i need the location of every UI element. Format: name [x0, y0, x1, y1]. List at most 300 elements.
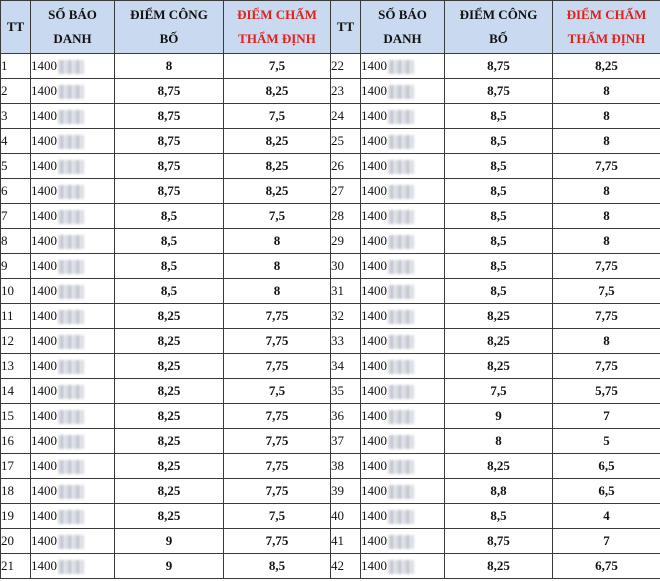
reviewed-score-cell: [553, 379, 660, 404]
redacted-digits: [388, 235, 414, 249]
published-score-cell: [115, 529, 224, 554]
published-score: 8,25: [487, 458, 510, 473]
redacted-digits: [58, 185, 84, 199]
candidate-number-cell: [361, 279, 445, 304]
published-score: 7,5: [490, 383, 507, 398]
published-score-cell: [445, 279, 553, 304]
reviewed-score: 7,75: [265, 308, 289, 323]
reviewed-score: 7,5: [268, 383, 286, 398]
candidate-number-cell: [31, 229, 115, 254]
reviewed-score: 8: [273, 233, 281, 248]
reviewed-score: 7,5: [268, 508, 286, 523]
reviewed-score: 8: [273, 283, 281, 298]
row-number: 24: [331, 108, 344, 123]
candidate-number: 1400: [31, 408, 57, 423]
redacted-digits: [388, 535, 414, 549]
published-score-cell: [115, 54, 224, 79]
published-score: 8,25: [157, 308, 181, 323]
row-number-cell: [1, 154, 31, 179]
candidate-number: 1400: [361, 358, 387, 373]
candidate-number: 1400: [31, 183, 57, 198]
row-number: 12: [1, 333, 14, 348]
row-number-cell: [331, 79, 361, 104]
header-cong-bo: ĐIỂM CÔNG BỐ: [115, 1, 224, 54]
reviewed-score-cell: [553, 279, 660, 304]
candidate-number-cell: [31, 479, 115, 504]
row-number-cell: [331, 104, 361, 129]
reviewed-score-cell: [224, 504, 331, 529]
row-number-cell: [331, 279, 361, 304]
reviewed-score: 7,5: [598, 283, 615, 298]
reviewed-score: 8: [603, 208, 610, 223]
reviewed-score-cell: [553, 529, 660, 554]
reviewed-score: 8,5: [268, 558, 286, 573]
redacted-digits: [388, 85, 414, 99]
reviewed-score-cell: [553, 304, 660, 329]
redacted-digits: [58, 560, 84, 574]
candidate-number-cell: [31, 379, 115, 404]
candidate-number-cell: [361, 554, 445, 579]
redacted-digits: [58, 285, 84, 299]
reviewed-score-cell: [224, 129, 331, 154]
row-number: 35: [331, 383, 344, 398]
redacted-digits: [388, 110, 414, 124]
published-score-cell: [445, 529, 553, 554]
published-score-cell: [115, 354, 224, 379]
published-score: 8,5: [490, 258, 507, 273]
published-score: 8,5: [490, 233, 507, 248]
published-score-cell: [115, 154, 224, 179]
reviewed-score: 4: [603, 508, 610, 523]
reviewed-score-cell: [224, 379, 331, 404]
published-score: 8: [165, 58, 173, 73]
redacted-digits: [388, 260, 414, 274]
reviewed-score: 8: [603, 333, 610, 348]
row-number-cell: [331, 254, 361, 279]
row-number-cell: [1, 254, 31, 279]
candidate-number: 1400: [31, 308, 57, 323]
reviewed-score: 7,75: [595, 158, 618, 173]
published-score-cell: [445, 204, 553, 229]
redacted-digits: [58, 135, 84, 149]
candidate-number: 1400: [361, 133, 387, 148]
table-row: [1, 554, 660, 579]
published-score-cell: [115, 79, 224, 104]
redacted-digits: [388, 60, 414, 74]
row-number: 7: [1, 208, 8, 223]
reviewed-score-cell: [553, 429, 660, 454]
row-number: 28: [331, 208, 344, 223]
redacted-digits: [58, 485, 84, 499]
published-score-cell: [445, 254, 553, 279]
candidate-number-cell: [31, 329, 115, 354]
published-score: 8,5: [160, 258, 178, 273]
published-score-cell: [115, 104, 224, 129]
reviewed-score-cell: [224, 79, 331, 104]
published-score: 8,5: [490, 183, 507, 198]
reviewed-score-cell: [224, 554, 331, 579]
redacted-digits: [388, 185, 414, 199]
candidate-number-cell: [31, 529, 115, 554]
row-number-cell: [1, 204, 31, 229]
published-score-cell: [115, 279, 224, 304]
reviewed-score: 8: [603, 108, 610, 123]
row-number-cell: [1, 479, 31, 504]
row-number-cell: [1, 229, 31, 254]
published-score-cell: [445, 304, 553, 329]
candidate-number-cell: [31, 204, 115, 229]
candidate-number: 1400: [31, 108, 57, 123]
published-score: 8,75: [487, 58, 510, 73]
published-score-cell: [115, 554, 224, 579]
row-number-cell: [1, 554, 31, 579]
candidate-number-cell: [361, 179, 445, 204]
candidate-number: 1400: [31, 83, 57, 98]
published-score-cell: [445, 554, 553, 579]
reviewed-score-cell: [224, 454, 331, 479]
reviewed-score: 8,25: [595, 58, 618, 73]
candidate-number: 1400: [361, 83, 387, 98]
reviewed-score: 7,75: [265, 533, 289, 548]
reviewed-score-cell: [224, 54, 331, 79]
row-number-cell: [331, 179, 361, 204]
table-row: [1, 179, 660, 204]
published-score: 8: [495, 433, 502, 448]
table-row: [1, 379, 660, 404]
table-row: [1, 429, 660, 454]
published-score-cell: [445, 129, 553, 154]
candidate-number: 1400: [361, 533, 387, 548]
table-row: [1, 329, 660, 354]
reviewed-score-cell: [553, 404, 660, 429]
candidate-number: 1400: [361, 383, 387, 398]
table-row: [1, 504, 660, 529]
published-score-cell: [445, 429, 553, 454]
published-score: 8,25: [487, 558, 510, 573]
candidate-number-cell: [361, 104, 445, 129]
row-number-cell: [1, 404, 31, 429]
candidate-number-cell: [31, 454, 115, 479]
row-number-cell: [331, 354, 361, 379]
reviewed-score: 7,5: [268, 58, 286, 73]
reviewed-score: 8: [603, 83, 610, 98]
candidate-number: 1400: [361, 208, 387, 223]
reviewed-score-cell: [224, 154, 331, 179]
row-number: 18: [1, 483, 14, 498]
row-number: 14: [1, 383, 14, 398]
candidate-number-cell: [361, 354, 445, 379]
row-number-cell: [1, 529, 31, 554]
candidate-number: 1400: [361, 558, 387, 573]
reviewed-score-cell: [224, 179, 331, 204]
reviewed-score-cell: [224, 104, 331, 129]
candidate-number: 1400: [31, 433, 57, 448]
reviewed-score: 8: [603, 183, 610, 198]
published-score: 8,25: [487, 358, 510, 373]
row-number-cell: [1, 454, 31, 479]
row-number: 4: [1, 133, 8, 148]
row-number-cell: [1, 379, 31, 404]
reviewed-score: 7,75: [595, 308, 618, 323]
candidate-number-cell: [31, 404, 115, 429]
candidate-number-cell: [31, 79, 115, 104]
row-number: 13: [1, 358, 14, 373]
published-score: 8,5: [490, 508, 507, 523]
published-score: 8,5: [490, 158, 507, 173]
candidate-number: 1400: [31, 358, 57, 373]
reviewed-score: 5: [603, 433, 610, 448]
row-number: 20: [1, 533, 14, 548]
row-number: 31: [331, 283, 344, 298]
row-number-cell: [331, 429, 361, 454]
candidate-number: 1400: [31, 508, 57, 523]
reviewed-score: 7: [603, 408, 610, 423]
row-number: 23: [331, 83, 344, 98]
row-number: 30: [331, 258, 344, 273]
row-number: 26: [331, 158, 344, 173]
published-score-cell: [445, 454, 553, 479]
published-score-cell: [115, 204, 224, 229]
candidate-number-cell: [31, 354, 115, 379]
reviewed-score-cell: [553, 479, 660, 504]
candidate-number: 1400: [361, 58, 387, 73]
row-number-cell: [1, 429, 31, 454]
row-number: 15: [1, 408, 14, 423]
published-score: 8,25: [157, 358, 181, 373]
row-number-cell: [331, 204, 361, 229]
row-number-cell: [1, 329, 31, 354]
candidate-number: 1400: [31, 558, 57, 573]
reviewed-score: 8: [603, 133, 610, 148]
row-number-cell: [331, 529, 361, 554]
reviewed-score-cell: [224, 304, 331, 329]
published-score: 8,75: [157, 183, 181, 198]
candidate-number: 1400: [361, 283, 387, 298]
reviewed-score: 6,75: [595, 558, 618, 573]
candidate-number: 1400: [31, 58, 57, 73]
redacted-digits: [58, 385, 84, 399]
reviewed-score-cell: [553, 179, 660, 204]
row-number-cell: [1, 179, 31, 204]
published-score: 8,5: [490, 108, 507, 123]
row-number: 27: [331, 183, 344, 198]
redacted-digits: [388, 385, 414, 399]
reviewed-score: 8,25: [265, 183, 289, 198]
published-score: 8,5: [490, 133, 507, 148]
published-score: 9: [165, 533, 173, 548]
reviewed-score: 8,25: [265, 83, 289, 98]
reviewed-score-cell: [224, 279, 331, 304]
candidate-number-cell: [361, 204, 445, 229]
published-score-cell: [445, 329, 553, 354]
candidate-number: 1400: [361, 333, 387, 348]
published-score: 8,5: [160, 283, 178, 298]
row-number: 33: [331, 333, 344, 348]
reviewed-score: 7: [603, 533, 610, 548]
row-number: 16: [1, 433, 14, 448]
header-tt: TT: [1, 1, 31, 54]
candidate-number: 1400: [361, 233, 387, 248]
candidate-number-cell: [31, 54, 115, 79]
reviewed-score-cell: [553, 354, 660, 379]
reviewed-score: 7,5: [268, 208, 286, 223]
published-score: 8,75: [487, 533, 510, 548]
row-number-cell: [331, 454, 361, 479]
table-row: [1, 279, 660, 304]
published-score-cell: [445, 479, 553, 504]
reviewed-score-cell: [224, 404, 331, 429]
published-score: 8,75: [487, 83, 510, 98]
published-score: 8,5: [160, 233, 178, 248]
row-number: 11: [1, 308, 14, 323]
header-sbd: SỐ BÁO DANH: [361, 1, 445, 54]
row-number-cell: [331, 504, 361, 529]
row-number: 2: [1, 83, 8, 98]
redacted-digits: [58, 360, 84, 374]
reviewed-score-cell: [553, 79, 660, 104]
redacted-digits: [58, 210, 84, 224]
reviewed-score: 8: [603, 233, 610, 248]
candidate-number-cell: [31, 154, 115, 179]
candidate-number: 1400: [361, 258, 387, 273]
published-score: 8,75: [157, 158, 181, 173]
redacted-digits: [388, 360, 414, 374]
published-score-cell: [115, 479, 224, 504]
candidate-number: 1400: [31, 483, 57, 498]
published-score: 8,25: [157, 408, 181, 423]
published-score-cell: [115, 504, 224, 529]
redacted-digits: [388, 460, 414, 474]
reviewed-score-cell: [224, 229, 331, 254]
candidate-number-cell: [361, 404, 445, 429]
redacted-digits: [388, 560, 414, 574]
row-number-cell: [331, 54, 361, 79]
reviewed-score: 7,75: [265, 358, 289, 373]
published-score-cell: [115, 254, 224, 279]
published-score-cell: [445, 179, 553, 204]
published-score: 8,5: [490, 208, 507, 223]
reviewed-score-cell: [553, 129, 660, 154]
redacted-digits: [388, 160, 414, 174]
candidate-number-cell: [361, 304, 445, 329]
table-row: [1, 404, 660, 429]
row-number: 5: [1, 158, 8, 173]
row-number: 37: [331, 433, 344, 448]
redacted-digits: [388, 485, 414, 499]
reviewed-score-cell: [224, 529, 331, 554]
row-number: 39: [331, 483, 344, 498]
candidate-number: 1400: [31, 158, 57, 173]
table-row: [1, 354, 660, 379]
row-number: 25: [331, 133, 344, 148]
candidate-number: 1400: [361, 158, 387, 173]
candidate-number: 1400: [31, 283, 57, 298]
published-score-cell: [445, 379, 553, 404]
reviewed-score: 6,5: [598, 483, 615, 498]
candidate-number-cell: [31, 304, 115, 329]
candidate-number: 1400: [361, 433, 387, 448]
published-score-cell: [115, 379, 224, 404]
table-row: [1, 254, 660, 279]
candidate-number-cell: [361, 79, 445, 104]
row-number-cell: [1, 104, 31, 129]
reviewed-score: 8,25: [265, 133, 289, 148]
row-number-cell: [1, 129, 31, 154]
reviewed-score: 7,75: [265, 408, 289, 423]
reviewed-score-cell: [553, 229, 660, 254]
reviewed-score: 5,75: [595, 383, 618, 398]
row-number-cell: [331, 554, 361, 579]
candidate-number: 1400: [31, 333, 57, 348]
published-score-cell: [115, 454, 224, 479]
published-score: 8,25: [487, 333, 510, 348]
published-score-cell: [445, 104, 553, 129]
published-score-cell: [115, 179, 224, 204]
table-row: [1, 54, 660, 79]
header-cong-bo: ĐIỂM CÔNG BỐ: [445, 1, 553, 54]
row-number-cell: [1, 54, 31, 79]
reviewed-score-cell: [553, 204, 660, 229]
published-score-cell: [115, 404, 224, 429]
row-number: 6: [1, 183, 8, 198]
row-number: 21: [1, 558, 14, 573]
row-number: 19: [1, 508, 14, 523]
row-number: 8: [1, 233, 8, 248]
table-row: [1, 79, 660, 104]
reviewed-score-cell: [224, 429, 331, 454]
table-row: [1, 229, 660, 254]
published-score: 8,8: [490, 483, 507, 498]
candidate-number-cell: [361, 254, 445, 279]
candidate-number: 1400: [361, 408, 387, 423]
row-number-cell: [331, 154, 361, 179]
reviewed-score-cell: [224, 479, 331, 504]
row-number-cell: [331, 129, 361, 154]
candidate-number-cell: [31, 504, 115, 529]
candidate-number-cell: [361, 154, 445, 179]
reviewed-score-cell: [553, 54, 660, 79]
published-score: 8,25: [157, 508, 181, 523]
header-tham-dinh: ĐIỂM CHẤM THẨM ĐỊNH: [224, 1, 331, 54]
reviewed-score-cell: [553, 329, 660, 354]
row-number: 34: [331, 358, 344, 373]
redacted-digits: [58, 160, 84, 174]
reviewed-score: 7,75: [265, 483, 289, 498]
redacted-digits: [58, 260, 84, 274]
candidate-number-cell: [361, 54, 445, 79]
redacted-digits: [388, 310, 414, 324]
redacted-digits: [388, 285, 414, 299]
candidate-number: 1400: [31, 133, 57, 148]
row-number-cell: [331, 229, 361, 254]
row-number: 32: [331, 308, 344, 323]
redacted-digits: [58, 85, 84, 99]
header-tt: TT: [331, 1, 361, 54]
candidate-number-cell: [361, 454, 445, 479]
published-score: 8,25: [487, 308, 510, 323]
published-score-cell: [445, 154, 553, 179]
redacted-digits: [388, 335, 414, 349]
header-row: [1, 1, 660, 54]
reviewed-score: 7,75: [265, 458, 289, 473]
redacted-digits: [58, 310, 84, 324]
table-body: [1, 54, 660, 579]
candidate-number-cell: [31, 104, 115, 129]
redacted-digits: [388, 410, 414, 424]
published-score: 8,25: [157, 458, 181, 473]
table-row: [1, 154, 660, 179]
reviewed-score-cell: [224, 329, 331, 354]
